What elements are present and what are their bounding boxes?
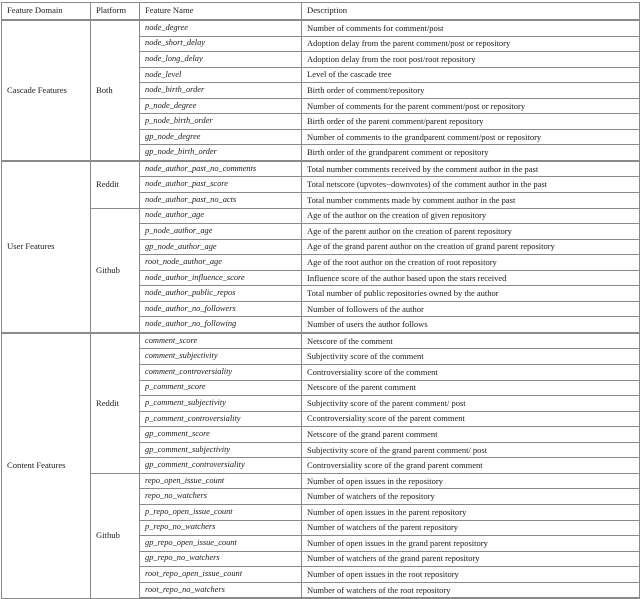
column-header-platform: Platform — [91, 3, 140, 21]
feature-description-cell: Level of the cascade tree — [302, 67, 640, 83]
feature-name-cell: p_node_birth_order — [140, 114, 302, 130]
feature-name-cell: root_node_author_age — [140, 255, 302, 271]
feature-table — [1, 2, 640, 599]
feature-name-cell: gp_repo_no_watchers — [140, 551, 302, 567]
feature-domain-cell: User Features — [2, 161, 91, 333]
feature-description-cell: Number of users the author follows — [302, 317, 640, 333]
feature-description-cell: Adoption delay from the parent comment/post or repository — [302, 36, 640, 52]
feature-name-cell: root_repo_no_watchers — [140, 582, 302, 598]
feature-name-cell: p_comment_score — [140, 380, 302, 396]
table-row — [2, 333, 640, 349]
feature-description-cell: Controversiality score of the grand parent comment — [302, 458, 640, 474]
feature-name-cell: node_author_age — [140, 208, 302, 224]
table-row — [2, 208, 640, 224]
feature-description-cell: Age of the author on the creation of given repository — [302, 208, 640, 224]
table-row — [2, 20, 640, 36]
feature-name-cell: gp_node_degree — [140, 129, 302, 145]
feature-description-cell: Number of comments for comment/post — [302, 20, 640, 36]
feature-description-cell: Number of open issues in the root repository — [302, 567, 640, 583]
feature-description-cell: Age of the root author on the creation of root repository — [302, 255, 640, 271]
feature-name-cell: node_long_delay — [140, 52, 302, 68]
column-header-description: Description — [302, 3, 640, 21]
feature-name-cell: gp_comment_score — [140, 427, 302, 443]
feature-description-cell: Birth order of the grandparent comment or repository — [302, 145, 640, 161]
feature-name-cell: node_author_influence_score — [140, 270, 302, 286]
platform-cell: Github — [91, 473, 140, 598]
feature-description-cell: Number of open issues in the parent repository — [302, 504, 640, 520]
feature-description-cell: Total number of public repositories owned by the author — [302, 286, 640, 302]
feature-description-cell: Birth order of the parent comment/parent repository — [302, 114, 640, 130]
feature-name-cell: p_comment_subjectivity — [140, 396, 302, 412]
feature-name-cell: p_node_degree — [140, 98, 302, 114]
feature-description-cell: Age of the grand parent author on the creation of grand parent repository — [302, 239, 640, 255]
feature-description-cell: Subjectivity score of the comment — [302, 349, 640, 365]
feature-description-cell: Subjectivity score of the grand parent comment/ post — [302, 442, 640, 458]
feature-description-cell: Number of comments to the grandparent comment/post or repository — [302, 129, 640, 145]
feature-name-cell: node_author_past_no_comments — [140, 161, 302, 177]
platform-cell: Reddit — [91, 333, 140, 473]
feature-name-cell: repo_open_issue_count — [140, 473, 302, 489]
feature-domain-cell: Content Features — [2, 333, 91, 598]
table-row — [2, 473, 640, 489]
table-body — [2, 20, 640, 598]
feature-name-cell: node_birth_order — [140, 83, 302, 99]
feature-description-cell: Adoption delay from the root post/root repository — [302, 52, 640, 68]
feature-description-cell: Number of watchers of the repository — [302, 489, 640, 505]
feature-name-cell: repo_no_watchers — [140, 489, 302, 505]
feature-description-cell: Total netscore (upvotes−downvotes) of the comment author in the past — [302, 177, 640, 193]
feature-name-cell: p_repo_no_watchers — [140, 520, 302, 536]
feature-name-cell: node_author_no_following — [140, 317, 302, 333]
feature-description-cell: Controversiality score of the comment — [302, 365, 640, 381]
table-header — [2, 3, 640, 21]
feature-name-cell: p_comment_controversiality — [140, 411, 302, 427]
feature-name-cell: gp_node_author_age — [140, 239, 302, 255]
feature-name-cell: node_author_no_followers — [140, 301, 302, 317]
feature-domain-cell: Cascade Features — [2, 20, 91, 161]
feature-description-cell: Subjectivity score of the parent comment/ post — [302, 396, 640, 412]
feature-description-cell: Ccontroversiality score of the parent comment — [302, 411, 640, 427]
feature-name-cell: node_author_public_repos — [140, 286, 302, 302]
feature-description-cell: Birth order of comment/repository — [302, 83, 640, 99]
feature-description-cell: Number of watchers of the root repository — [302, 582, 640, 598]
feature-name-cell: p_repo_open_issue_count — [140, 504, 302, 520]
feature-name-cell: node_degree — [140, 20, 302, 36]
feature-description-cell: Netscore of the grand parent comment — [302, 427, 640, 443]
feature-description-cell: Influence score of the author based upon the stars received — [302, 270, 640, 286]
feature-description-cell: Total number comments made by comment author in the past — [302, 193, 640, 209]
feature-description-cell: Number of comments for the parent comment/post or repository — [302, 98, 640, 114]
table-row — [2, 161, 640, 177]
feature-name-cell: gp_comment_subjectivity — [140, 442, 302, 458]
feature-description-cell: Netscore of the parent comment — [302, 380, 640, 396]
feature-name-cell: comment_controversiality — [140, 365, 302, 381]
platform-cell: Both — [91, 20, 140, 161]
feature-name-cell: node_short_delay — [140, 36, 302, 52]
feature-description-cell: Total number comments received by the comment author in the past — [302, 161, 640, 177]
feature-name-cell: root_repo_open_issue_count — [140, 567, 302, 583]
platform-cell: Reddit — [91, 161, 140, 208]
feature-name-cell: gp_comment_controversiality — [140, 458, 302, 474]
feature-description-cell: Netscore of the comment — [302, 333, 640, 349]
feature-description-cell: Number of followers of the author — [302, 301, 640, 317]
feature-description-cell: Number of open issues in the repository — [302, 473, 640, 489]
column-header-feature-domain: Feature Domain — [2, 3, 91, 21]
table-header-row — [2, 3, 640, 21]
feature-name-cell: gp_repo_open_issue_count — [140, 536, 302, 552]
feature-name-cell: node_author_past_no_acts — [140, 193, 302, 209]
feature-name-cell: node_author_past_score — [140, 177, 302, 193]
feature-description-cell: Age of the parent author on the creation of parent repository — [302, 224, 640, 240]
feature-name-cell: gp_node_birth_order — [140, 145, 302, 161]
feature-name-cell: comment_subjectivity — [140, 349, 302, 365]
feature-name-cell: node_level — [140, 67, 302, 83]
feature-description-cell: Number of watchers of the parent repository — [302, 520, 640, 536]
feature-description-cell: Number of open issues in the grand parent repository — [302, 536, 640, 552]
feature-name-cell: p_node_author_age — [140, 224, 302, 240]
platform-cell: Github — [91, 208, 140, 333]
feature-description-cell: Number of watchers of the grand parent repository — [302, 551, 640, 567]
column-header-feature-name: Feature Name — [140, 3, 302, 21]
feature-name-cell: comment_score — [140, 333, 302, 349]
